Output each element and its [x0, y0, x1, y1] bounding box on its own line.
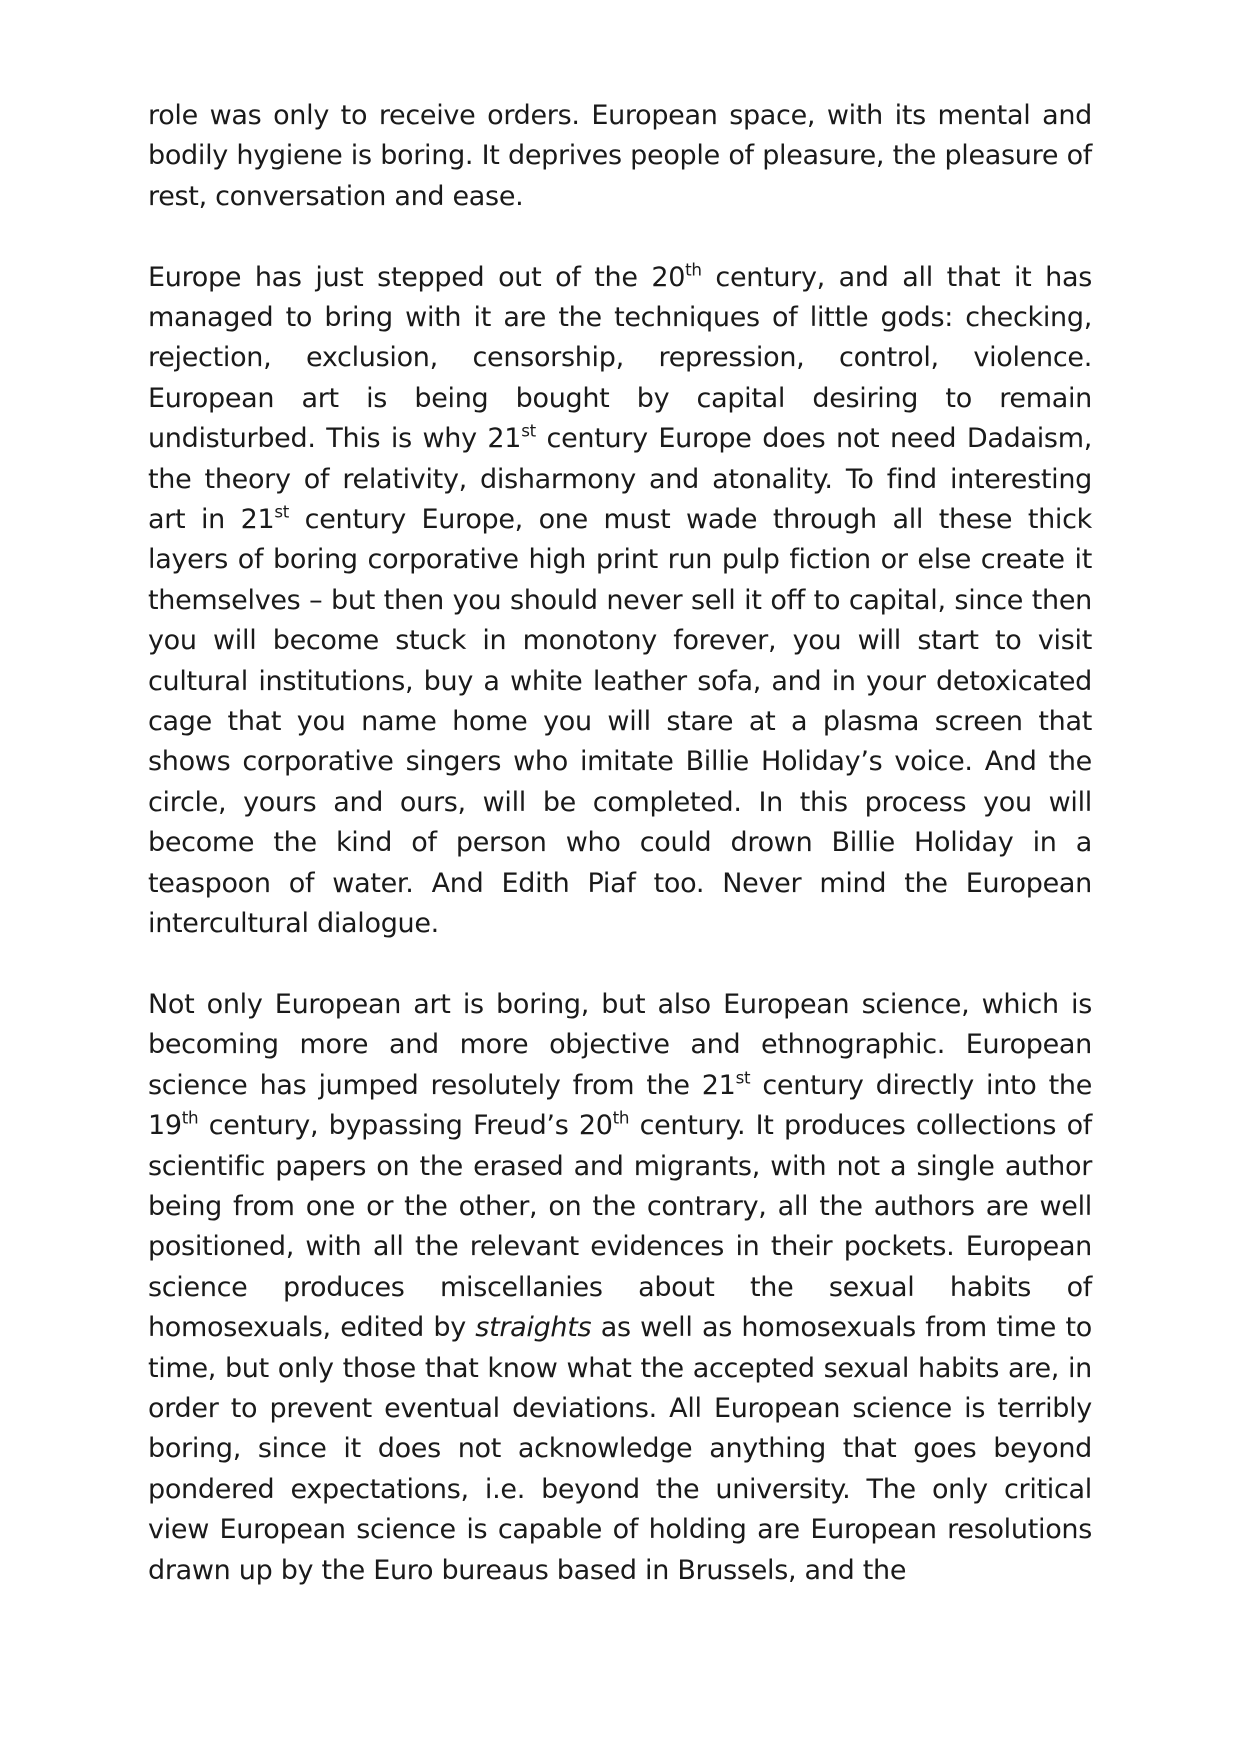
paragraph	[148, 985, 1092, 1591]
text-run: Not only European art is boring, but also European science, which is becoming more and more objective and ethnographic. European science has jumped resolutely from the 21	[148, 988, 1092, 1101]
text-run: Europe has just stepped out of the 20	[148, 261, 686, 293]
paragraph	[148, 96, 1092, 217]
text-run: century, bypassing Freud’s 20	[198, 1110, 613, 1142]
text-run: century Europe, one must wade through all these thick layers of boring corporative high print run pulp fiction or else create it themselves – but then you should never sell it off to capital, since then you will become stuck in monotony forever, you will start to visit cultural institutions, buy a white leather sofa, and in your detoxicated cage that you name home you will stare at a plasma screen that shows corporative singers who imitate Billie Holiday’s voice. And the circle, yours and ours, will be completed. In this process you will become the kind of person who could drown Billie Holiday in a teaspoon of water. And Edith Piaf too. Never mind the European intercultural dialogue.	[148, 504, 1093, 940]
superscript-ordinal: st	[735, 1067, 751, 1088]
text-run: century. It produces collections of scientific papers on the erased and migrants, with not a single author being from one or the other, on the contrary, all the authors are well positioned, with all the relevant evidences in their pockets. European science produces miscellanies about the sexual habits of homosexuals, edited by	[148, 1110, 1092, 1344]
italic-text: straights	[475, 1312, 592, 1344]
text-run: century directly into the 19	[148, 1069, 1093, 1142]
superscript-ordinal: st	[521, 420, 536, 441]
text-run: as well as homosexuals from time to time, but only those that know what the accepted sexual habits are, in order to prevent eventual deviations. All European science is terribly boring, since it does not acknowledge anything that goes beyond pondered expectations, i.e. beyond the university. The only critical view European science is capable of holding are European resolutions drawn up by the Euro bureaus based in Brussels, and the	[148, 1312, 1092, 1586]
paragraph	[148, 258, 1092, 945]
text-run: century, and all that it has managed to bring with it are the techniques of little gods: checking, rejection, exclusion, censorship, repression, control, violence. European art is being bought by capital desiring to remain undisturbed. This is why 21	[148, 261, 1092, 455]
superscript-ordinal: st	[274, 501, 290, 522]
text-run: century Europe does not need Dadaism, the theory of relativity, disharmony and atonality. To find interesting art in 21	[148, 423, 1092, 536]
superscript-ordinal: th	[181, 1107, 199, 1128]
superscript-ordinal: th	[612, 1107, 630, 1128]
text-run: role was only to receive orders. European space, with its mental and bodily hygiene is boring. It deprives people of pleasure, the pleasure of rest, conversation and ease.	[148, 100, 1092, 212]
document-body	[148, 96, 1092, 1591]
superscript-ordinal: th	[685, 259, 702, 280]
